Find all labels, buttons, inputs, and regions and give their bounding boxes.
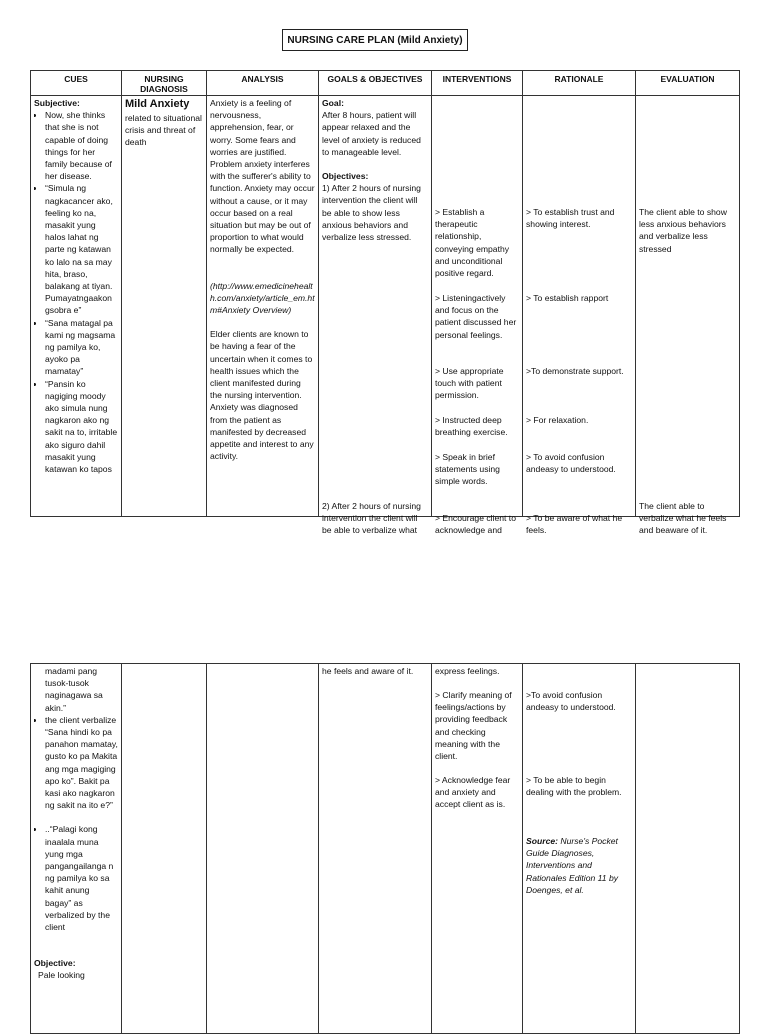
interventions-cell bbox=[432, 96, 523, 536]
goals-cell bbox=[319, 96, 432, 536]
rationale-item: > To establish trust and showing interest. bbox=[526, 207, 615, 230]
header-evaluation: EVALUATION bbox=[636, 71, 740, 96]
intervention-item: > Encourage client to acknowledge and bbox=[435, 513, 516, 536]
header-analysis: ANALYSIS bbox=[207, 71, 319, 96]
rationale-item: >To demonstrate support. bbox=[526, 366, 624, 376]
cue-item: • “Simula ng nagkacancer ako, feeling ko na, masakit yung halos lahat ng parte ng katawan ko lalo na sa may hita, braso, balakang at tiyan. Pumayatngaakon gsobra e” bbox=[45, 182, 118, 316]
evaluation-cell bbox=[636, 96, 740, 536]
objective-1: 1) After 2 hours of nursing intervention the client will be able to show less anxious behaviors and verbalize less stressed. bbox=[322, 183, 421, 243]
document-title: NURSING CARE PLAN (Mild Anxiety) bbox=[282, 29, 468, 51]
objective-label: Objective: bbox=[34, 958, 76, 969]
cue-item: • Now, she thinks that she is not capable of doing things for her family because of her disease. bbox=[45, 109, 118, 182]
cues-cell bbox=[31, 96, 122, 517]
rationale-item: > To be aware of what he feels. bbox=[526, 513, 623, 536]
header-rationale: RATIONALE bbox=[523, 71, 636, 96]
diagnosis-main: Mild Anxiety bbox=[125, 98, 190, 110]
goals-cell bbox=[319, 664, 432, 1034]
source-citation bbox=[526, 835, 632, 896]
intervention-item: > Listeningactively and focus on the patient discussed her personal feelings. bbox=[435, 293, 517, 340]
header-goals-objectives: GOALS & OBJECTIVES bbox=[319, 71, 432, 96]
cue-item: Pale looking bbox=[38, 970, 85, 981]
header-row bbox=[31, 71, 740, 96]
analysis-paragraph: Elder clients are known to be having a fear of the uncertain when it comes to health issues which the client manifested during the nursing intervention. Anxiety was diagnosed from the patient as manifested by decreased appetite and interest to any activity. bbox=[210, 329, 314, 462]
diagnosis-detail: related to situational crisis and threat of death bbox=[125, 113, 202, 148]
cue-continuation: madami pang tusok-tusok naginagawa sa akin.” bbox=[45, 666, 103, 713]
source-label: Source: bbox=[526, 836, 558, 846]
header-interventions: INTERVENTIONS bbox=[432, 71, 523, 96]
intervention-item: > Use appropriate touch with patient permission. bbox=[435, 366, 504, 401]
goal-text: After 8 hours, patient will appear relaxed and the level of anxiety is reduced to manageable level. bbox=[322, 110, 421, 157]
objective-2: 2) After 2 hours of nursing intervention the client will be able to verbalize what bbox=[322, 501, 421, 536]
rationale-item: > To be able to begin dealing with the problem. bbox=[526, 775, 622, 798]
analysis-reference: (http://www.emedicinehealth.com/anxiety/article_em.htm#Anxiety Overview) bbox=[210, 280, 315, 316]
care-plan-table-page1 bbox=[30, 70, 740, 536]
rationale-item: > To avoid confusion andeasy to understood. bbox=[526, 452, 616, 475]
cue-item: • “Sana matagal pa kami ng magsama ng pamilya ko, ayoko pa mamatay” bbox=[45, 317, 118, 378]
analysis-paragraph: Anxiety is a feeling of nervousness, apprehension, fear, or worry. Some fears and worries are justified. Problem anxiety interferes with the sufferer's ability to function. Anxiety may occur without a cause, or it may occur based on a real situation but may be out of proportion to what would normally be expected. bbox=[210, 98, 315, 255]
objective-2-continuation: he feels and aware of it. bbox=[322, 666, 414, 676]
rationale-item: > To establish rapport bbox=[526, 293, 609, 303]
interventions-cell bbox=[432, 664, 523, 1034]
cues-cell bbox=[31, 664, 122, 1034]
source-text: Nurse's Pocket Guide Diagnoses, Interventions and Rationales Edition 11 by Doenges, et al. bbox=[526, 836, 619, 895]
intervention-item: > Establish a therapeutic relationship, conveying empathy and unconditional positive regard. bbox=[435, 207, 510, 279]
cue-item: • ..“Palagi kong inaalala muna yung mga pangangailanga n ng pamilya ko sa kahit anung bagay” as verbalized by the client bbox=[45, 823, 118, 933]
objectives-label: Objectives: bbox=[322, 171, 369, 182]
diagnosis-cell bbox=[122, 664, 207, 1034]
cues-list bbox=[34, 109, 118, 475]
rationale-cell bbox=[523, 96, 636, 536]
diagnosis-cell bbox=[122, 96, 207, 517]
intervention-item: > Speak in brief statements using simple words. bbox=[435, 452, 500, 487]
intervention-continuation: express feelings. bbox=[435, 666, 500, 676]
header-nursing-diagnosis: NURSING DIAGNOSIS bbox=[122, 71, 207, 96]
goal-label: Goal: bbox=[322, 98, 344, 108]
intervention-item: > Acknowledge fear and anxiety and accept client as is. bbox=[435, 775, 511, 810]
intervention-item: > Instructed deep breathing exercise. bbox=[435, 415, 508, 438]
care-plan-table-page2 bbox=[30, 663, 740, 1034]
analysis-cell bbox=[207, 96, 319, 517]
rationale-item: >To avoid confusion andeasy to understood. bbox=[526, 690, 616, 713]
cue-item: • the client verbalize “Sana hindi ko pa panahon mamatay, gusto ko pa Makita ang mga magiging apo ko”. Bakit pa kasi ako nagkaron ng sakit na ito e?” bbox=[45, 714, 118, 812]
cue-item: • “Pansin ko nagiging moody ako simula nung nagkaron ako ng sakit na to, irritable ako siguro dahil masakit yung katawan ko tapos bbox=[45, 378, 118, 476]
cues-list bbox=[34, 714, 118, 933]
rationale-item: > For relaxation. bbox=[526, 415, 589, 425]
evaluation-cell bbox=[636, 664, 740, 1034]
intervention-item: > Clarify meaning of feelings/actions by providing feedback and checking meaning with the client. bbox=[435, 690, 512, 762]
evaluation-item: The client able to verbalize what he feels and beaware of it. bbox=[639, 501, 727, 536]
analysis-cell bbox=[207, 664, 319, 1034]
header-cues: CUES bbox=[31, 71, 122, 96]
subjective-label: Subjective: bbox=[34, 98, 80, 108]
rationale-cell bbox=[523, 664, 636, 1034]
content-row bbox=[31, 96, 740, 517]
evaluation-item: The client able to show less anxious behaviors and verbalize less stressed bbox=[639, 207, 727, 254]
content-row bbox=[31, 664, 740, 1034]
